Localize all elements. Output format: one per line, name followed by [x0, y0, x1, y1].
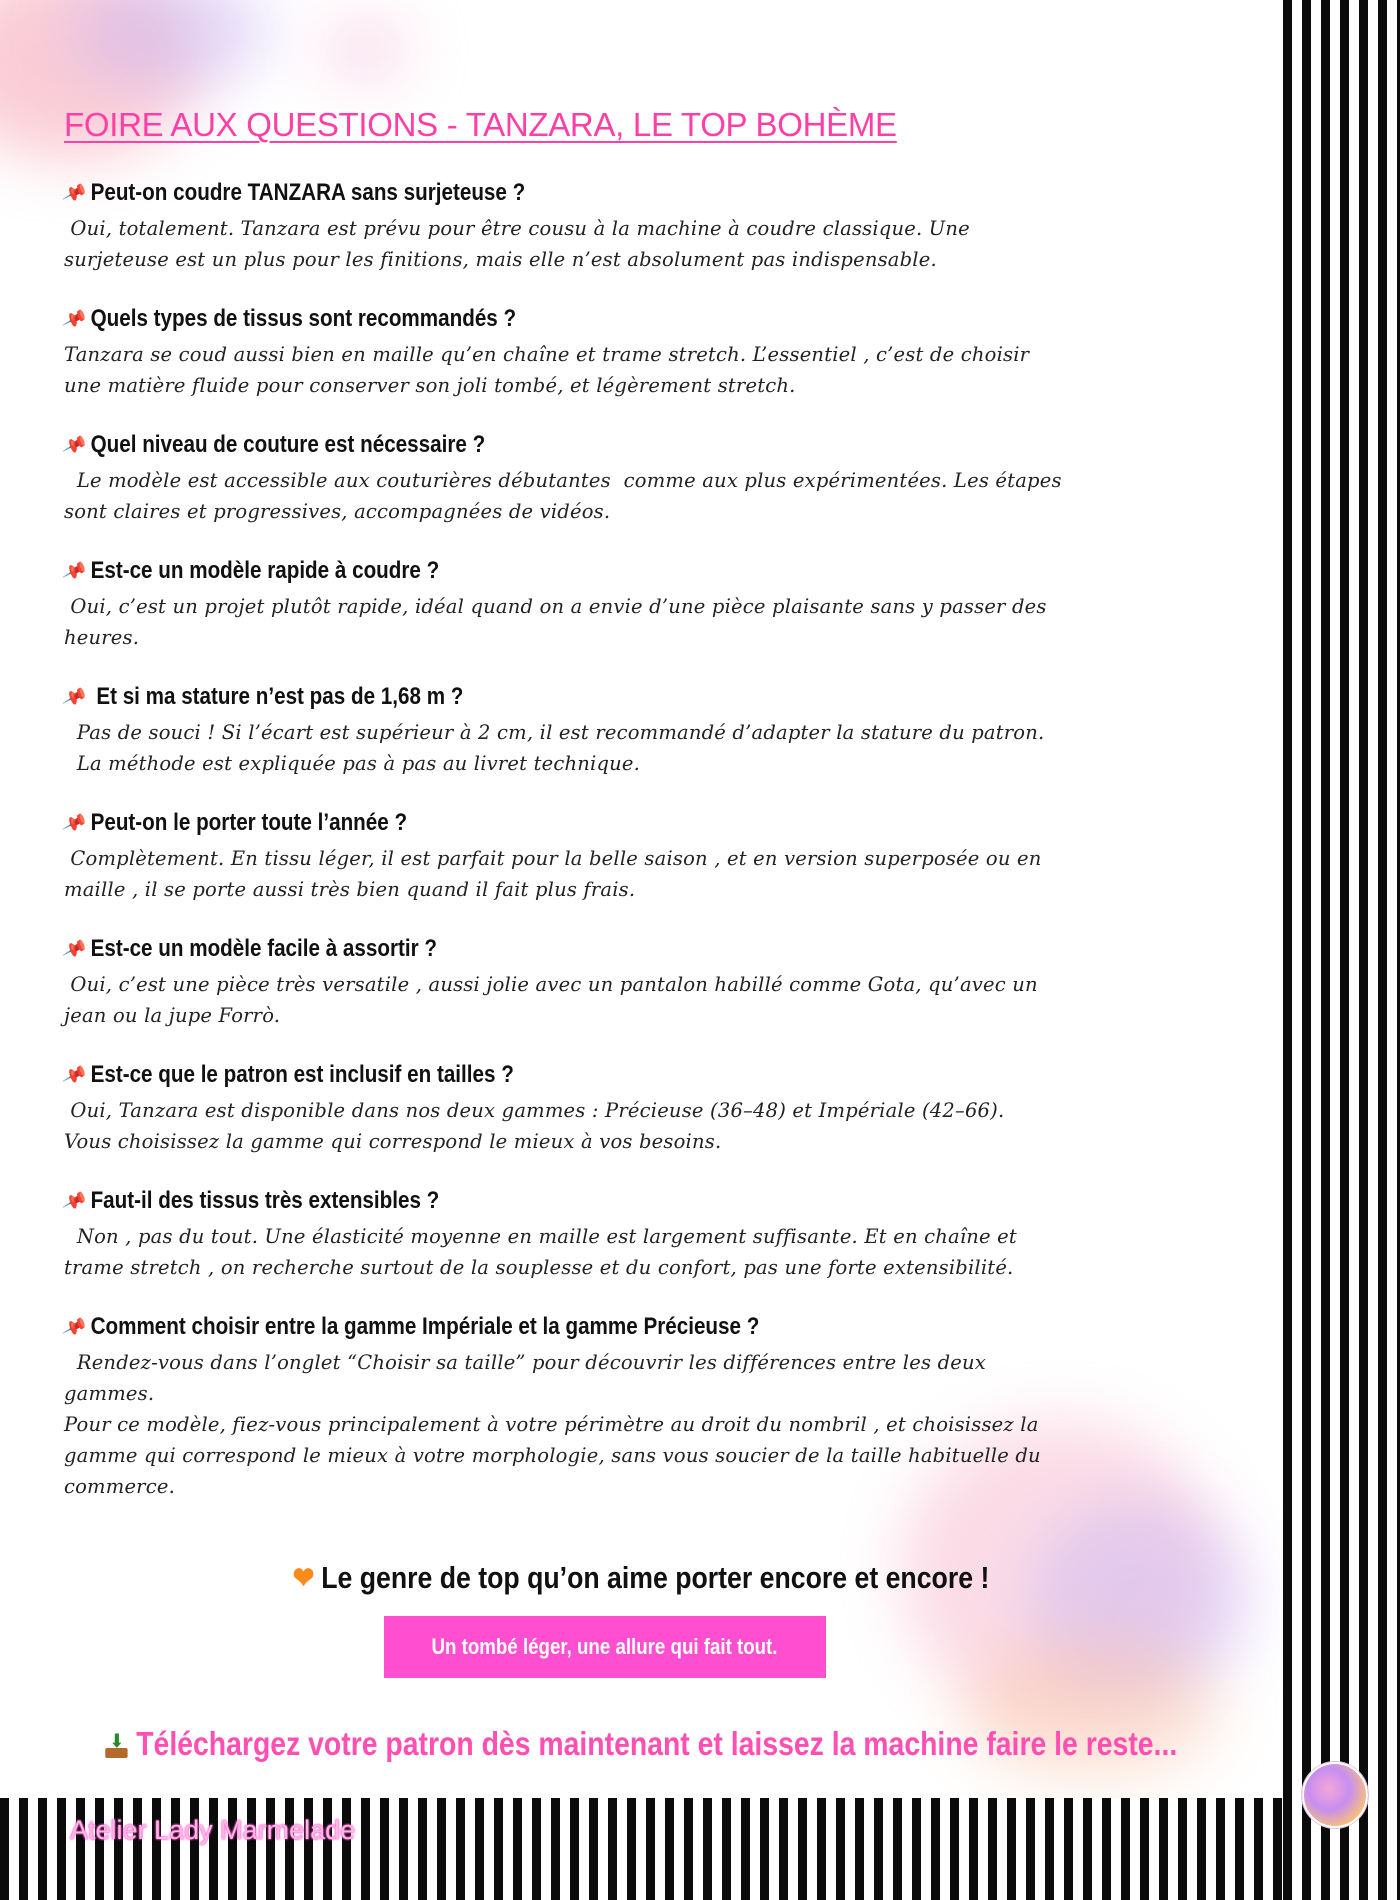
faq-answer: Le modèle est accessible aux couturières débutantes comme aux plus expérimentées. Les étapes sont claires et progressives, accompagnées de vidéos.	[64, 469, 1062, 523]
faq-answer: Oui, c’est un projet plutôt rapide, idéal quand on a envie d’une pièce plaisante sans y passer des heures.	[64, 595, 1047, 649]
faq-item	[61, 932, 1264, 1058]
faq-item	[61, 302, 1264, 428]
cta-text: Téléchargez votre patron dès maintenant et laissez la machine faire le reste...	[136, 1725, 1178, 1762]
faq-question: 📌 Comment choisir entre la gamme Impériale et la gamme Précieuse ?	[64, 1310, 1096, 1345]
faq-list	[61, 176, 1264, 1500]
download-call-to-action[interactable]	[0, 1725, 1283, 1763]
faq-answer: Oui, c’est une pièce très versatile , aussi jolie avec un pantalon habillé comme Gota, qu’avec un jean ou la jupe Forrò.	[64, 973, 1038, 1027]
faq-answer: Pas de souci ! Si l’écart est supérieur à 2 cm, il est recommandé d’adapter la stature du patron. La méthode est expliquée pas à pas au livret technique.	[76, 721, 1045, 775]
watercolor-splash	[320, 20, 410, 80]
faq-item	[61, 1184, 1264, 1310]
bottom-stripe-border	[0, 1798, 1283, 1900]
page-title: FOIRE AUX QUESTIONS - TANZARA, LE TOP BOHÈME	[64, 106, 897, 143]
right-stripe-border	[1283, 0, 1400, 1900]
faq-answer: Tanzara se coud aussi bien en maille qu’en chaîne et trame stretch. L’essentiel , c’est de choisir une matière fluide pour conserver son joli tombé, et légèrement stretch.	[64, 343, 1030, 397]
faq-question: 📌 Est-ce un modèle facile à assortir ?	[64, 932, 1096, 967]
faq-question: 📌 Peut-on le porter toute l’année ?	[64, 806, 1096, 841]
tagline-text: Le genre de top qu’on aime porter encore et encore !	[321, 1560, 990, 1595]
faq-answer: Rendez-vous dans l’onglet “Choisir sa taille” pour découvrir les différences entre les deux gammes. Pour ce modèle, fiez-vous principalement à votre périmètre au droit du nombril , et choisissez la gamme qui correspond le mieux à votre morphologie, sans vous soucier de la taille habituelle du commerce.	[64, 1351, 1041, 1498]
pushpin-icon: 📌	[61, 683, 89, 713]
pushpin-icon: 📌	[61, 557, 89, 587]
faq-answer: Complètement. En tissu léger, il est parfait pour la belle saison , et en version superposée ou en maille , il se porte aussi très bien quand il fait plus frais.	[64, 847, 1042, 901]
highlight-pill	[384, 1616, 826, 1678]
faq-question: 📌 Faut-il des tissus très extensibles ?	[64, 1184, 1096, 1219]
pushpin-icon: 📌	[61, 935, 89, 965]
pushpin-icon: 📌	[61, 1187, 89, 1217]
faq-item	[61, 1310, 1264, 1500]
tagline	[0, 1560, 1283, 1596]
pill-text: Un tombé léger, une allure qui fait tout.	[431, 1634, 778, 1659]
pushpin-icon: 📌	[61, 1061, 89, 1091]
pushpin-icon: 📌	[61, 1313, 89, 1343]
brand-logo-icon	[1302, 1762, 1368, 1828]
download-inbox-icon: ⬇	[106, 1732, 128, 1758]
pushpin-icon: 📌	[61, 809, 89, 839]
faq-question: 📌 Peut-on coudre TANZARA sans surjeteuse ?	[64, 176, 1096, 211]
faq-answer: Oui, totalement. Tanzara est prévu pour être cousu à la machine à coudre classique. Une surjeteuse est un plus pour les finitions, mais elle n’est absolument pas indispensable.	[64, 217, 970, 271]
pushpin-icon: 📌	[61, 305, 89, 335]
faq-question: 📌 Est-ce un modèle rapide à coudre ?	[64, 554, 1096, 589]
faq-item	[61, 680, 1264, 806]
faq-question: 📌 Et si ma stature n’est pas de 1,68 m ?	[64, 680, 1096, 715]
pushpin-icon: 📌	[61, 179, 89, 209]
faq-question: 📌 Est-ce que le patron est inclusif en tailles ?	[64, 1058, 1096, 1093]
orange-heart-icon: ❤	[293, 1562, 315, 1595]
faq-item	[61, 428, 1264, 554]
pushpin-icon: 📌	[61, 431, 89, 461]
faq-answer: Oui, Tanzara est disponible dans nos deux gammes : Précieuse (36–48) et Impériale (42–66). Vous choisissez la gamme qui correspond le mieux à vos besoins.	[64, 1099, 1005, 1153]
faq-item	[61, 806, 1264, 932]
faq-item	[61, 554, 1264, 680]
faq-answer: Non , pas du tout. Une élasticité moyenne en maille est largement suffisante. Et en chaîne et trame stretch , on recherche surtout de la souplesse et du confort, pas une forte extensibilité.	[64, 1225, 1017, 1279]
brand-name: Atelier Lady Marmelade	[70, 1815, 356, 1845]
faq-item	[61, 176, 1264, 302]
faq-item	[61, 1058, 1264, 1184]
faq-question: 📌 Quel niveau de couture est nécessaire ?	[64, 428, 1096, 463]
faq-question: 📌 Quels types de tissus sont recommandés ?	[64, 302, 1096, 337]
